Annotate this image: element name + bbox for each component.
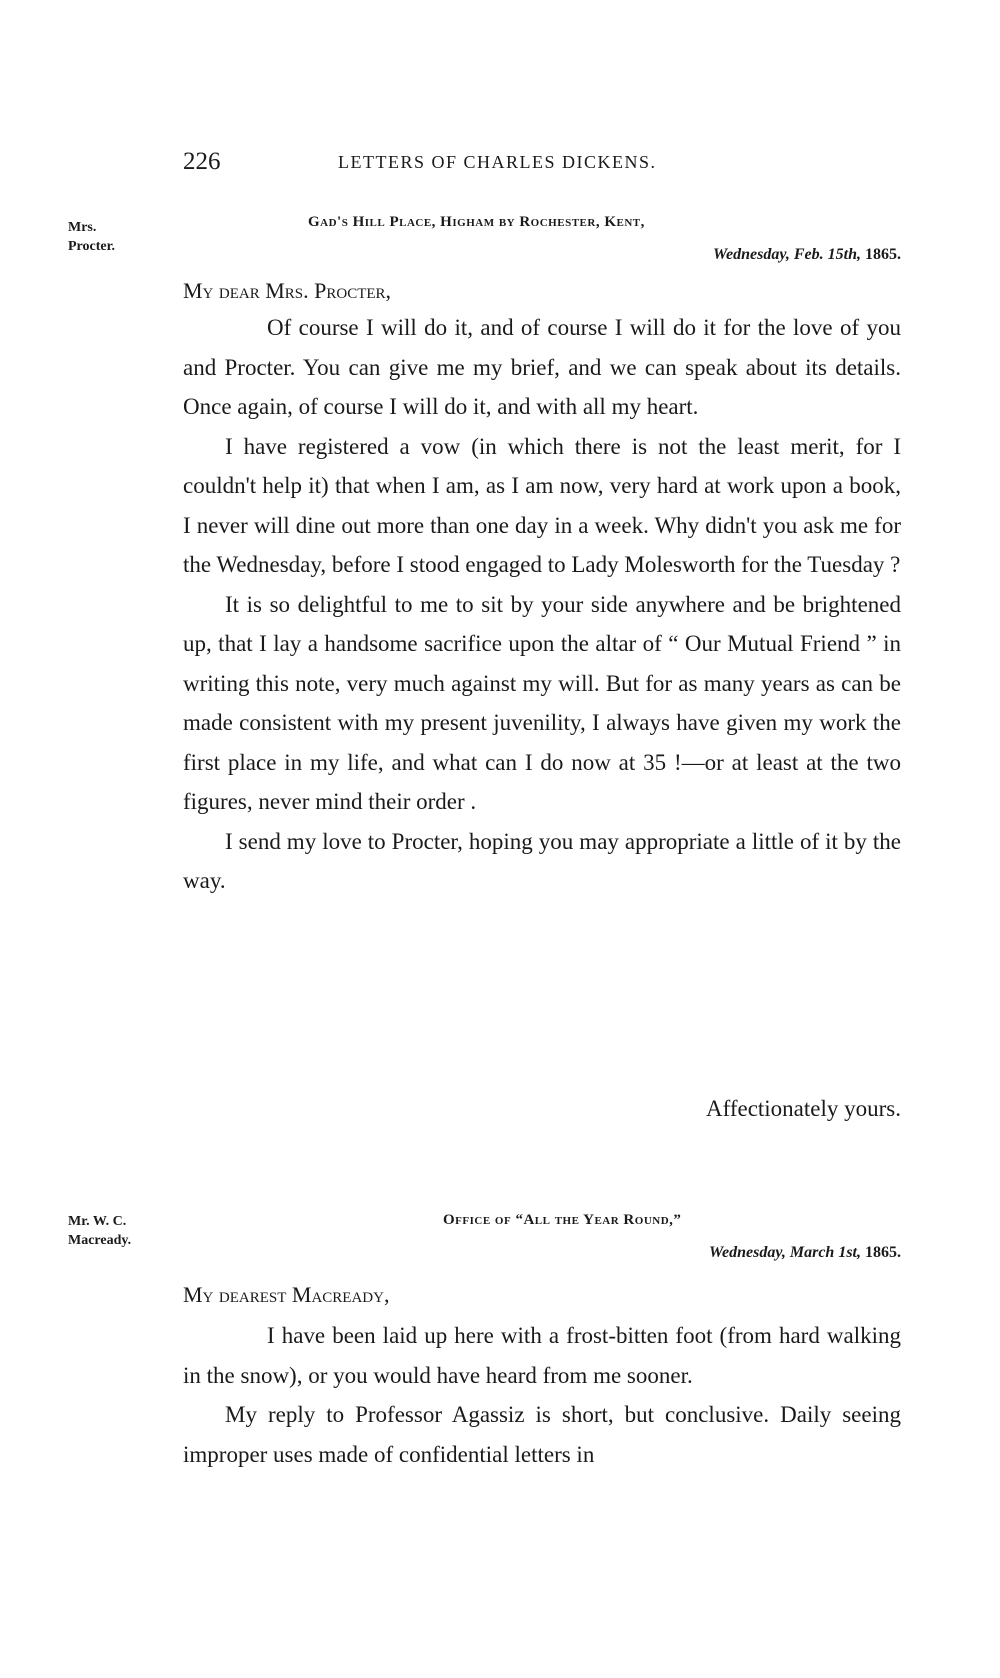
letter-salutation: My dear Mrs. Procter, xyxy=(183,278,392,303)
paragraph: I send my love to Procter, hoping you may appropriate a little of it by the way. xyxy=(183,828,901,893)
letter-salutation: My dearest Macready, xyxy=(183,1282,390,1307)
running-title: LETTERS OF CHARLES DICKENS. xyxy=(338,152,657,172)
running-head xyxy=(183,148,903,184)
paragraph: My reply to Professor Agassiz is short, but conclusive. Daily seeing improper uses made of confidential letters in xyxy=(183,1402,901,1467)
date-weekday: Wednesday, March 1st, xyxy=(709,1244,861,1261)
date-year: 1865. xyxy=(865,246,901,263)
paragraph: I have registered a vow (in which there is not the least merit, for I couldn't help it) that when I am, as I am now, very hard at work upon a book, I never will dine out more than one day in a week. Why didn't you ask me for the Wednesday, before I stood engaged to Lady Molesworth for the Tuesday ? xyxy=(183,433,901,577)
sidenote-line: Procter. xyxy=(68,239,116,254)
date-weekday: Wednesday, Feb. 15th, xyxy=(713,246,861,263)
letter-date xyxy=(709,1244,901,1262)
letter-address: Gad's Hill Place, Higham by Rochester, Kent, xyxy=(308,214,645,230)
paragraph: Of course I will do it, and of course I will do it for the love of you and Procter. You can give me my brief, and we can speak about its details. Once again, of course I will do it, and with all my heart. xyxy=(183,315,901,419)
sidenote-line: Mrs. xyxy=(68,220,97,235)
sidenote-recipient-macready xyxy=(68,1212,131,1250)
date-year: 1865. xyxy=(865,1244,901,1261)
page-number: 226 xyxy=(183,148,221,175)
paragraph: I have been laid up here with a frost-bitten foot (from hard walking in the snow), or you would have heard from me sooner. xyxy=(183,1323,901,1388)
sidenote-line: Mr. W. C. xyxy=(68,1214,127,1229)
letter-body xyxy=(183,1316,901,1474)
letter-closing: Affectionately yours. xyxy=(705,1096,901,1121)
paragraph: It is so delightful to me to sit by your side anywhere and be brightened up, that I lay a handsome sacrifice upon the altar of “ Our Mutual Friend ” in writing this note, very much against my will. But for as many years as can be made consistent with my present juvenility, I always have given my work the first place in my life, and what can I do now at 35 !—or at least at the two figures, never mind their order . xyxy=(183,591,901,814)
letter-address: Office of “All the Year Round,” xyxy=(443,1212,682,1228)
sidenote-recipient-procter xyxy=(68,218,115,256)
letter-body xyxy=(183,308,901,901)
letter-date xyxy=(713,246,901,264)
sidenote-line: Macready. xyxy=(68,1233,132,1248)
